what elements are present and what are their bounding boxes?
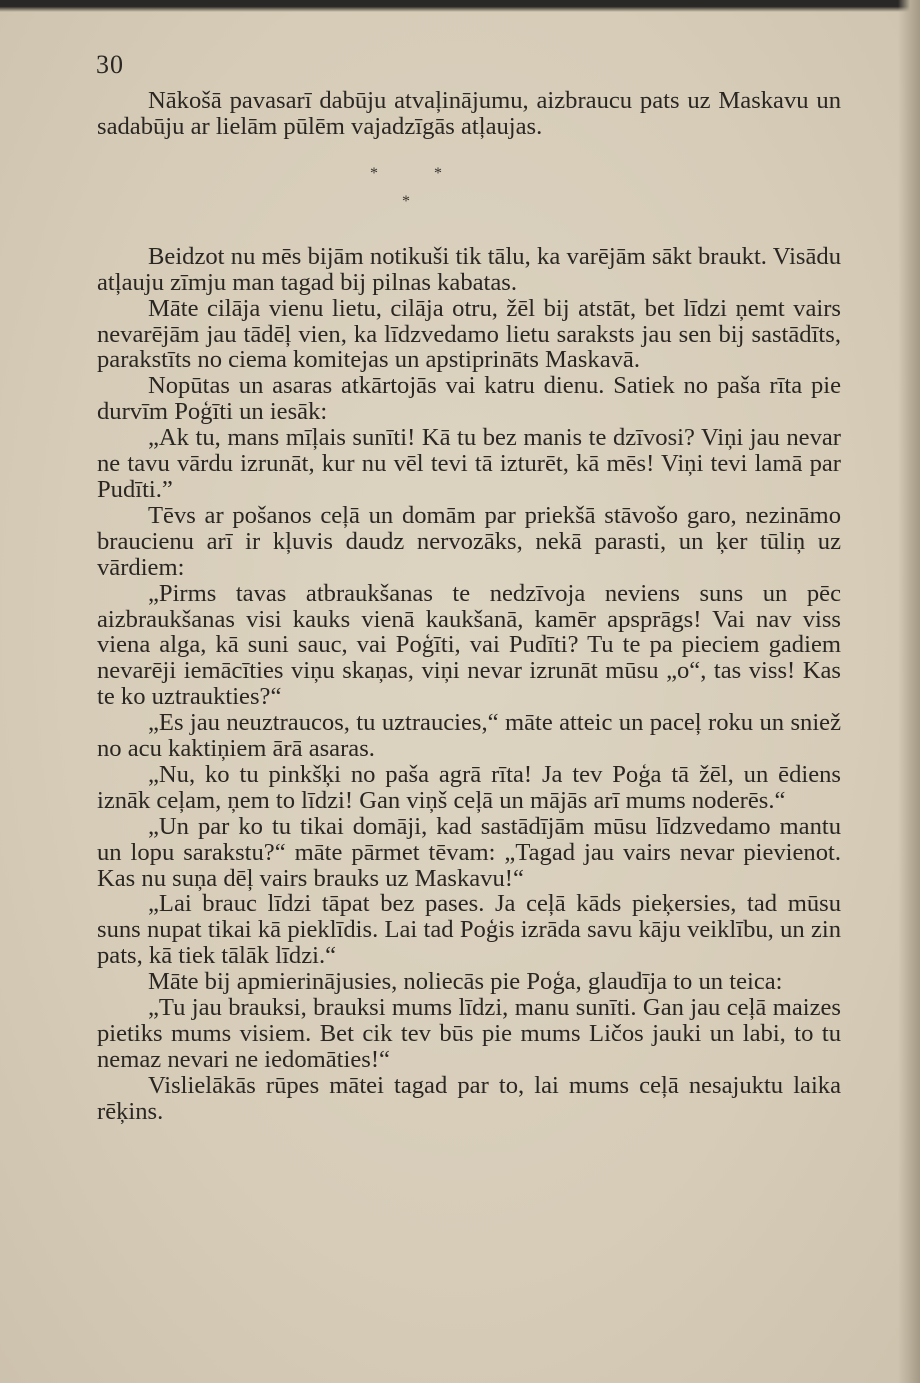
paragraph: Māte cilāja vienu lietu, cilāja otru, žēl bij atstāt, bet līdzi ņemt vairs nevarējām jau tādēļ vien, ka līdzvedamo lietu saraksts jau sen bij sastādīts, parakstīts no ciema komitejas un apstiprināts Maskavā. — [97, 294, 841, 374]
paragraph: Nākošā pavasarī dabūju atvaļinājumu, aizbraucu pats uz Maskavu un sadabūju ar lielām pūlēm vajadzīgās atļaujas. — [97, 87, 841, 140]
asterisk-icon: * — [370, 164, 378, 182]
page-binding-shadow — [898, 0, 920, 1383]
page-top-edge — [0, 0, 920, 12]
paragraph: „Pirms tavas atbraukšanas te nedzīvoja neviens suns un pēc aizbraukšanas visi kauks vienā kaukšanā, kamēr apsprāgs! Vai nav viss viena alga, kā suni sauc, vai Poģīti, vai Pudīti? Tu te pa pieciem gadiem nevarēji iemācīties viņu skaņas, viņi nevar izrunāt mūsu „o“, tas viss! Kas te ko uztraukties?“ — [97, 579, 841, 711]
paragraph: „Tu jau brauksi, brauksi mums līdzi, manu sunīti. Gan jau ceļā maizes pietiks mums visiem. Bet cik tev būs pie mums Ličos jauki un labi, to tu nemaz nevari ne iedomāties!“ — [97, 994, 841, 1073]
body-text — [97, 88, 841, 1125]
paragraph: „Nu, ko tu pinkšķi no paša agrā rīta! Ja tev Poģa tā žēl, un ēdiens iznāk ceļam, ņem to līdzi! Gan viņš ceļā un mājās arī mums noderēs.“ — [97, 760, 841, 814]
page-number: 30 — [96, 50, 124, 79]
paragraph: Tēvs ar pošanos ceļā un domām par priekšā stāvošo garo, nezināmo braucienu arī ir kļuvis daudz nervozāks, nekā parasti, un ķer tūliņ uz vārdiem: — [97, 501, 841, 581]
paragraph: Beidzot nu mēs bijām notikuši tik tālu, ka varējām sākt braukt. Visādu atļauju zīmju man tagad bij pilnas kabatas. — [97, 242, 841, 296]
paragraph: Māte bij apmierinājusies, noliecās pie Poģa, glaudīja to un teica: — [148, 968, 783, 996]
section-break-ornament — [97, 140, 841, 244]
asterisk-icon: * — [402, 192, 410, 210]
paragraph: „Un par ko tu tikai domāji, kad sastādījām mūsu līdzvedamo mantu un lopu sarakstu?“ māte pārmet tēvam: „Tagad jau vairs nevar pievienot. Kas nu suņa dēļ vairs brauks uz Maskavu!“ — [97, 812, 841, 892]
asterisk-icon: * — [434, 164, 442, 182]
paragraph: Nopūtas un asaras atkārtojās vai katru dienu. Satiek no paša rīta pie durvīm Poģīti un iesāk: — [97, 372, 841, 426]
paragraph: „Ak tu, mans mīļais sunīti! Kā tu bez manis te dzīvosi? Viņi jau nevar ne tavu vārdu izrunāt, kur nu vēl tevi tā izturēt, kā mēs! Viņi tevi lamā par Pudīti.” — [97, 424, 841, 503]
paragraph: „Es jau neuztraucos, tu uztraucies,“ māte atteic un paceļ roku un sniež no acu kaktiņiem ārā asaras. — [97, 709, 841, 763]
paragraph: „Lai brauc līdzi tāpat bez pases. Ja ceļā kāds pieķersies, tad mūsu suns nupat tikai kā pieklīdis. Lai tad Poģis izrāda savu kāju veiklību, un zin pats, kā tiek tālāk līdzi.“ — [97, 890, 841, 970]
paragraph: Vislielākās rūpes mātei tagad par to, lai mums ceļā nesajuktu laika rēķins. — [97, 1071, 841, 1125]
